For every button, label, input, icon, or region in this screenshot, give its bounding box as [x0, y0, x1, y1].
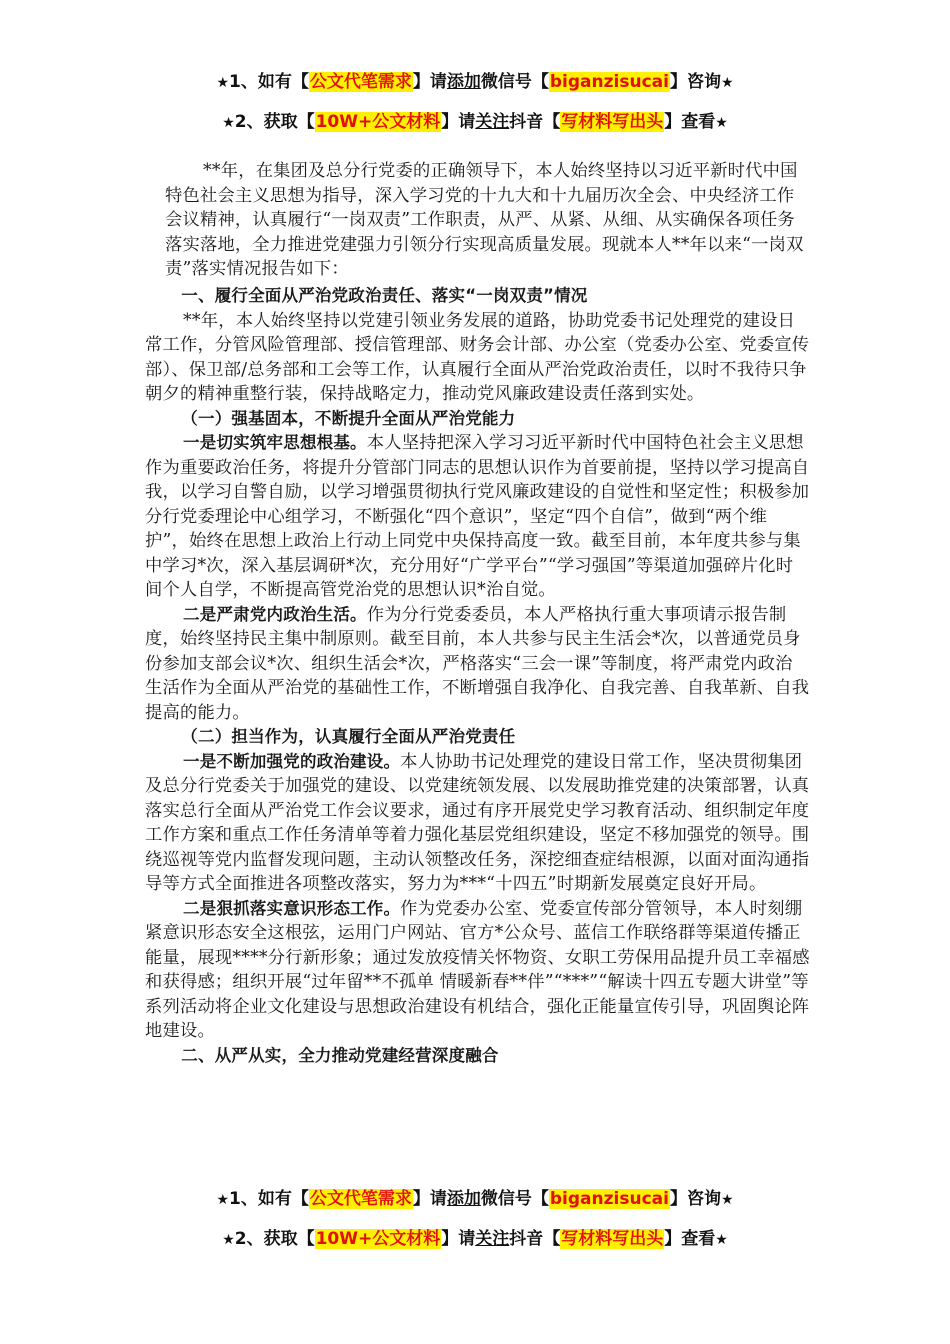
subsection-1-paragraph-1: 一是切实筑牢思想根基。本人坚持把深入学习习近平新时代中国特色社会主义思想作为重要政治任务，将提升分管部门同志的思想认识作为首要前提，坚持以学习提高自我，以学习自警自励，以学习增强贯彻执行党风廉政建设的自觉性和坚定性；积极参加分行党委理论中心组学习，不断强化“四个意识”，坚定“四个自信”，做到“两个维护”，始终在思想上政治上行动上同党中央保持高度一致。截至目前，本年度共参与集中学习*次，深入基层调研*次，充分用好“广学平台”“学习强国”等渠道加强碎片化时间个人自学，不断提高管党治党的思想认识*治自觉。	[145, 433, 810, 600]
promo-banner-line-2-bottom: ★2、获取【10W+公文材料】请关注抖音【写材料写出头】查看★	[222, 1229, 728, 1249]
section-1-paragraph: **年，本人始终坚持以党建引领业务发展的道路，协助党委书记处理党的建设日常工作，分管风险管理部、授信管理部、财务会计部、办公室（党委办公室、党委宣传部）、保卫部/总务部和工会等工作，认真履行全面从严治党政治责任，以时不我待只争朝夕的精神重整行装，保持战略定力，推动党风廉政建设责任落到实处。	[145, 310, 810, 404]
highlight-douyin-account: 写材料写出头	[561, 112, 664, 132]
section-1-heading: 一、履行全面从严治党政治责任、落实“一岗双责”情况	[181, 286, 588, 305]
star-icon: ★	[222, 115, 235, 131]
highlight-douyin-account: 写材料写出头	[561, 1229, 664, 1249]
star-icon: ★	[715, 1232, 728, 1248]
intro-paragraph: **年，在集团及总分行党委的正确领导下，本人始终坚持以习近平新时代中国特色社会主义思想为指导，深入学习党的十九大和十九届历次全会、中央经济工作会议精神，认真履行“一岗双责”工作职责，从严、从紧、从细、从实确保各项任务落实落地，全力推进党建强力引领分行实现高质量发展。现就本人**年以来“一岗双责”落实情况报告如下：	[165, 161, 804, 279]
report-body	[145, 284, 810, 1068]
star-icon: ★	[720, 1192, 734, 1208]
subsection-2-paragraph-2: 二是狠抓落实意识形态工作。作为党委办公室、党委宣传部分管领导，本人时刻绷紧意识形态安全这根弦，运用门户网站、官方*公众号、蓝信工作联络群等渠道传播正能量，展现****分行新形象；通过发放疫情关怀物资、女职工劳保用品提升员工幸福感和获得感；组织开展“过年留**不孤单 情暖新春**伴”“***”“解读十四五专题大讲堂”等系列活动将企业文化建设与思想政治建设有机结合，强化正能量宣传引导，巩固舆论阵地建设。	[145, 898, 810, 1041]
paragraph-lead: 一是切实筑牢思想根基。	[183, 433, 367, 452]
subsection-2-heading: （二）担当作为，认真履行全面从严治党责任	[181, 727, 516, 746]
promo-banner-line-1: ★1、如有【公文代笔需求】请添加微信号【biganzisucai】咨询★	[216, 72, 734, 92]
subsection-2-paragraph-1: 一是不断加强党的政治建设。本人协助书记处理党的建设日常工作，坚决贯彻集团及总分行党委关于加强党的建设、以党建统领发展、以发展助推党建的决策部署，认真落实总行全面从严治党工作会议要求，通过有序开展党史学习教育活动、组织制定年度工作方案和重点工作任务清单等着力强化基层党组织建设，坚定不移加强党的领导。围绕巡视等党内监督发现问题，主动认领整改任务，深挖细查症结根源，以面对面沟通指导等方式全面推进各项整改落实，努力为***“十四五”时期新发展奠定良好开局。	[145, 751, 810, 894]
subsection-1-paragraph-2: 二是严肃党内政治生活。作为分行党委委员，本人严格执行重大事项请示报告制度，始终坚持民主集中制原则。截至目前，本人共参与民主生活会*次，以普通党员身份参加支部会议*次、组织生活会*次，严格落实“三会一课”等制度，将严肃党内政治生活作为全面从严治党的基础性工作，不断增强自我净化、自我完善、自我革新、自我提高的能力。	[145, 604, 810, 723]
highlight-wechat-id: biganzisucai	[549, 1189, 669, 1209]
star-icon: ★	[216, 75, 230, 91]
highlight-wechat-id: biganzisucai	[549, 72, 669, 92]
section-2-heading: 二、从严从实，全力推动党建经营深度融合	[181, 1045, 499, 1065]
paragraph-lead: 二是严肃党内政治生活。	[183, 604, 367, 624]
highlight-service: 公文代笔需求	[309, 72, 412, 92]
highlight-materials: 10W+公文材料	[315, 112, 441, 132]
paragraph-lead: 二是狠抓落实意识形态工作。	[183, 898, 401, 918]
intro-block	[165, 159, 810, 282]
star-icon: ★	[720, 75, 734, 91]
promo-banner-line-1-bottom: ★1、如有【公文代笔需求】请添加微信号【biganzisucai】咨询★	[216, 1189, 734, 1209]
star-icon: ★	[715, 115, 728, 131]
paragraph-lead: 一是不断加强党的政治建设。	[183, 751, 401, 771]
subsection-1-heading: （一）强基固本，不断提升全面从严治党能力	[181, 408, 516, 428]
star-icon: ★	[222, 1232, 235, 1248]
promo-banner-line-2: ★2、获取【10W+公文材料】请关注抖音【写材料写出头】查看★	[222, 112, 728, 132]
star-icon: ★	[216, 1192, 230, 1208]
highlight-service: 公文代笔需求	[309, 1189, 412, 1209]
highlight-materials: 10W+公文材料	[315, 1229, 441, 1249]
